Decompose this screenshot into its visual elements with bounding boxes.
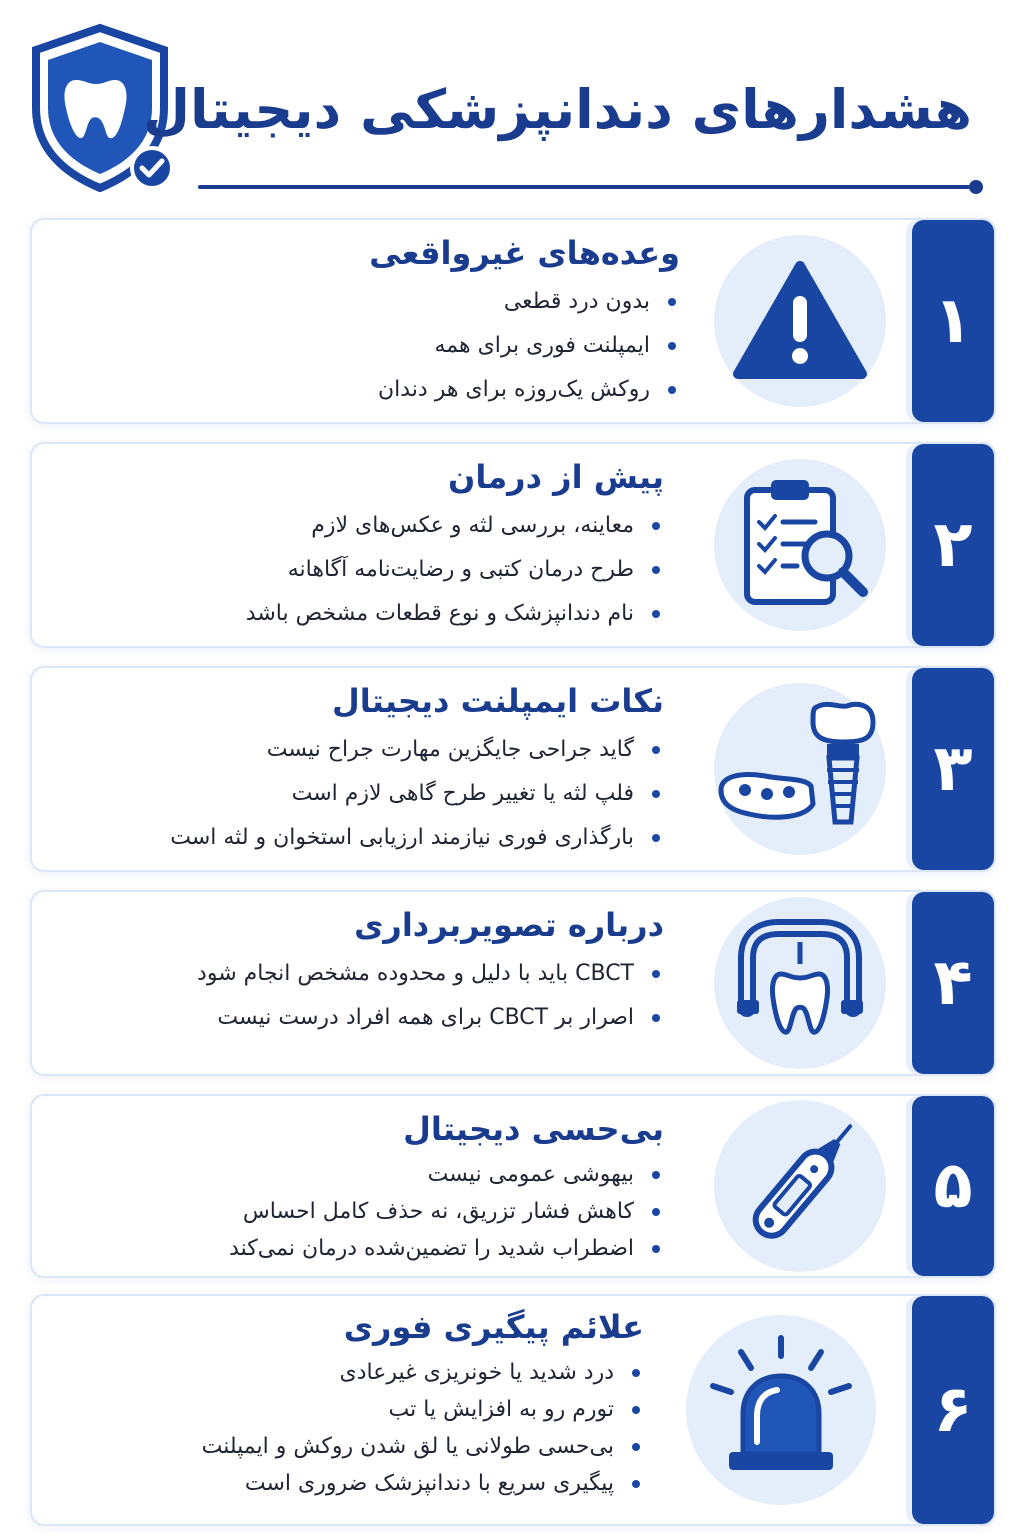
list-item: بی‌حسی طولانی یا لق شدن روکش و ایمپلنت: [202, 1428, 644, 1465]
alarm-siren-icon: [701, 1330, 861, 1490]
icon-circle: [714, 459, 886, 631]
section-content: [229, 1110, 664, 1267]
section-card-5: [30, 1094, 996, 1278]
cbct-scanner-icon: [725, 908, 875, 1058]
section-number-5: ۵: [912, 1096, 994, 1276]
section-card-4: [30, 890, 996, 1076]
list-item: بدون درد قطعی: [369, 280, 680, 324]
list-item: تورم رو به افزایش یا تب: [202, 1391, 644, 1428]
list-item: CBCT باید با دلیل و محدوده مشخص انجام شود: [197, 952, 664, 996]
section-title: علائم پیگیری فوری: [343, 1308, 644, 1346]
icon-circle: [686, 1315, 876, 1505]
section-title: درباره تصویربرداری: [354, 906, 664, 944]
section-card-2: [30, 442, 996, 648]
section-title: وعده‌های غیرواقعی: [369, 234, 680, 272]
list-item: پیگیری سریع با دندانپزشک ضروری است: [202, 1465, 644, 1502]
section-title: نکات ایمپلنت دیجیتال: [332, 682, 664, 720]
header: [0, 0, 1024, 200]
section-card-6: [30, 1294, 996, 1526]
section-number-3: ۳: [912, 668, 994, 870]
section-card-3: [30, 666, 996, 872]
section-content: [246, 458, 664, 636]
section-content: [197, 906, 664, 1040]
list-item: ایمپلنت فوری برای همه: [369, 324, 680, 368]
section-title: بی‌حسی دیجیتال: [403, 1110, 664, 1148]
section-content: [202, 1308, 644, 1502]
list-item: اصرار بر CBCT برای همه افراد درست نیست: [197, 996, 664, 1040]
list-item: معاینه، بررسی لثه و عکس‌های لازم: [246, 504, 664, 548]
section-content: [369, 234, 680, 412]
list-item: گاید جراحی جایگزین مهارت جراح نیست: [170, 728, 664, 772]
warning-triangle-icon: [730, 256, 870, 386]
section-number-6: ۶: [912, 1296, 994, 1524]
title-divider: [198, 185, 970, 189]
list-item: درد شدید یا خونریزی غیرعادی: [202, 1354, 644, 1391]
section-number-1: ۱: [912, 220, 994, 422]
list-item: بیهوشی عمومی نیست: [229, 1156, 664, 1193]
digital-syringe-icon: [720, 1106, 880, 1266]
section-number-2: ۲: [912, 444, 994, 646]
icon-circle: [714, 897, 886, 1069]
section-title: پیش از درمان: [448, 458, 664, 496]
section-card-1: [30, 218, 996, 424]
list-item: فلپ لثه یا تغییر طرح گاهی لازم است: [170, 772, 664, 816]
icon-circle: [714, 1100, 886, 1272]
list-item: کاهش فشار تزریق، نه حذف کامل احساس: [229, 1193, 664, 1230]
list-item: نام دندانپزشک و نوع قطعات مشخص باشد: [246, 592, 664, 636]
icon-circle: [714, 683, 886, 855]
list-item: اضطراب شدید را تضمین‌شده درمان نمی‌کند: [229, 1230, 664, 1267]
list-item: روکش یک‌روزه برای هر دندان: [369, 368, 680, 412]
section-number-4: ۴: [912, 892, 994, 1074]
list-item: بارگذاری فوری نیازمند ارزیابی استخوان و لثه است: [170, 816, 664, 860]
section-content: [170, 682, 664, 860]
title-divider-dot: [969, 180, 983, 194]
list-item: طرح درمان کتبی و رضایت‌نامه آگاهانه: [246, 548, 664, 592]
dental-implant-icon: [715, 694, 885, 844]
icon-circle: [714, 235, 886, 407]
clipboard-magnifier-icon: [725, 470, 875, 620]
page-title: هشدارهای دندانپزشکی دیجیتال: [143, 78, 972, 141]
